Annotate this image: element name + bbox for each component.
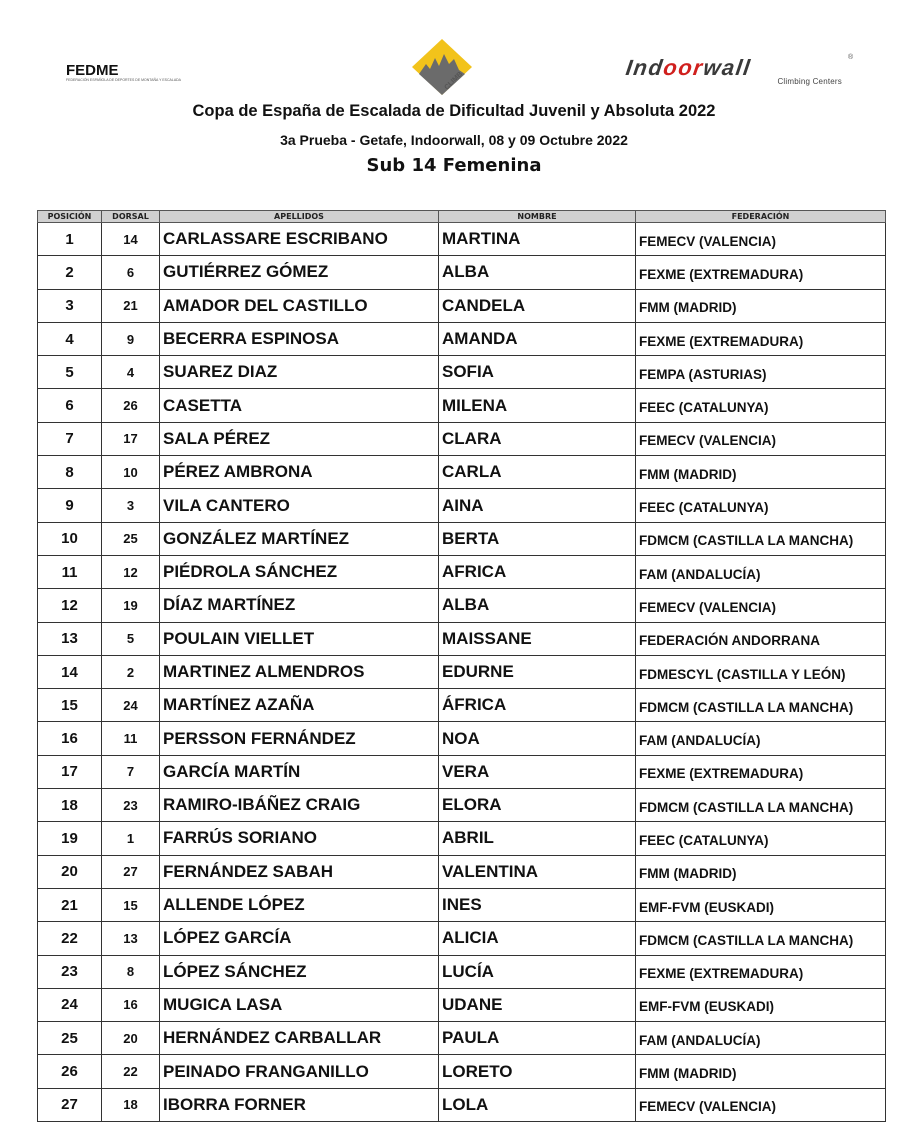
climb-logo-text: CLIMB bbox=[443, 70, 465, 92]
cell-dorsal: 13 bbox=[102, 922, 160, 955]
cell-dorsal: 8 bbox=[102, 955, 160, 988]
indoorwall-logo-subtitle: Climbing Centers bbox=[777, 77, 842, 86]
cell-posicion: 9 bbox=[38, 489, 102, 522]
cell-federacion: FEDERACIÓN ANDORRANA bbox=[636, 622, 886, 655]
fedme-logo bbox=[62, 55, 182, 89]
table-row bbox=[38, 322, 886, 355]
cell-federacion: FEMECV (VALENCIA) bbox=[636, 422, 886, 455]
column-header-federacion: FEDERACIÓN bbox=[636, 211, 886, 223]
cell-dorsal: 23 bbox=[102, 789, 160, 822]
cell-posicion: 1 bbox=[38, 223, 102, 256]
cell-federacion: FDMCM (CASTILLA LA MANCHA) bbox=[636, 922, 886, 955]
cell-dorsal: 26 bbox=[102, 389, 160, 422]
cell-posicion: 11 bbox=[38, 555, 102, 588]
table-row bbox=[38, 356, 886, 389]
cell-apellidos: ALLENDE LÓPEZ bbox=[160, 888, 439, 921]
cell-dorsal: 3 bbox=[102, 489, 160, 522]
cell-apellidos: FERNÁNDEZ SABAH bbox=[160, 855, 439, 888]
table-row bbox=[38, 689, 886, 722]
indoorwall-logo-suffix: wall bbox=[701, 55, 753, 80]
cell-posicion: 7 bbox=[38, 422, 102, 455]
cell-federacion: FMM (MADRID) bbox=[636, 456, 886, 489]
column-header-nombre: NOMBRE bbox=[439, 211, 636, 223]
results-table-body bbox=[38, 223, 886, 1122]
cell-federacion: FAM (ANDALUCÍA) bbox=[636, 1022, 886, 1055]
table-row bbox=[38, 755, 886, 788]
climb-logo-icon bbox=[411, 38, 473, 96]
cell-nombre: UDANE bbox=[439, 988, 636, 1021]
cell-nombre: MILENA bbox=[439, 389, 636, 422]
table-row bbox=[38, 223, 886, 256]
indoorwall-logo bbox=[624, 54, 856, 89]
cell-federacion: FEEC (CATALUNYA) bbox=[636, 389, 886, 422]
cell-federacion: FEMECV (VALENCIA) bbox=[636, 223, 886, 256]
cell-posicion: 21 bbox=[38, 888, 102, 921]
cell-posicion: 17 bbox=[38, 755, 102, 788]
cell-nombre: LOLA bbox=[439, 1088, 636, 1121]
cell-posicion: 24 bbox=[38, 988, 102, 1021]
cell-dorsal: 19 bbox=[102, 589, 160, 622]
cell-apellidos: CARLASSARE ESCRIBANO bbox=[160, 223, 439, 256]
table-row bbox=[38, 456, 886, 489]
indoorwall-logo-text bbox=[624, 57, 857, 79]
table-row bbox=[38, 855, 886, 888]
cell-apellidos: PIÉDROLA SÁNCHEZ bbox=[160, 555, 439, 588]
cell-apellidos: PEINADO FRANGANILLO bbox=[160, 1055, 439, 1088]
cell-apellidos: PERSSON FERNÁNDEZ bbox=[160, 722, 439, 755]
cell-nombre: AFRICA bbox=[439, 555, 636, 588]
cell-apellidos: PÉREZ AMBRONA bbox=[160, 456, 439, 489]
table-header-row bbox=[38, 211, 886, 223]
cell-federacion: FEXME (EXTREMADURA) bbox=[636, 322, 886, 355]
cell-nombre: AINA bbox=[439, 489, 636, 522]
cell-dorsal: 16 bbox=[102, 988, 160, 1021]
cell-apellidos: SALA PÉREZ bbox=[160, 422, 439, 455]
table-row bbox=[38, 489, 886, 522]
registered-mark: ® bbox=[848, 54, 854, 61]
column-header-apellidos: APELLIDOS bbox=[160, 211, 439, 223]
cell-nombre: ÁFRICA bbox=[439, 689, 636, 722]
document-subtitle: 3a Prueba - Getafe, Indoorwall, 08 y 09 Octubre 2022 bbox=[280, 132, 628, 148]
cell-nombre: VERA bbox=[439, 755, 636, 788]
cell-nombre: ABRIL bbox=[439, 822, 636, 855]
cell-nombre: PAULA bbox=[439, 1022, 636, 1055]
cell-nombre: EDURNE bbox=[439, 655, 636, 688]
cell-dorsal: 1 bbox=[102, 822, 160, 855]
cell-nombre: CARLA bbox=[439, 456, 636, 489]
cell-dorsal: 22 bbox=[102, 1055, 160, 1088]
cell-posicion: 26 bbox=[38, 1055, 102, 1088]
document-title: Copa de España de Escalada de Dificultad Juvenil y Absoluta 2022 bbox=[192, 102, 716, 120]
table-row bbox=[38, 589, 886, 622]
cell-apellidos: MARTINEZ ALMENDROS bbox=[160, 655, 439, 688]
cell-federacion: FDMCM (CASTILLA LA MANCHA) bbox=[636, 689, 886, 722]
table-row bbox=[38, 1088, 886, 1121]
cell-apellidos: DÍAZ MARTÍNEZ bbox=[160, 589, 439, 622]
cell-federacion: FMM (MADRID) bbox=[636, 289, 886, 322]
table-row bbox=[38, 522, 886, 555]
cell-dorsal: 15 bbox=[102, 888, 160, 921]
cell-dorsal: 11 bbox=[102, 722, 160, 755]
cell-apellidos: VILA CANTERO bbox=[160, 489, 439, 522]
cell-apellidos: LÓPEZ SÁNCHEZ bbox=[160, 955, 439, 988]
table-row bbox=[38, 555, 886, 588]
cell-dorsal: 14 bbox=[102, 223, 160, 256]
cell-apellidos: GARCÍA MARTÍN bbox=[160, 755, 439, 788]
cell-federacion: FDMCM (CASTILLA LA MANCHA) bbox=[636, 522, 886, 555]
cell-posicion: 5 bbox=[38, 356, 102, 389]
table-row bbox=[38, 422, 886, 455]
cell-dorsal: 24 bbox=[102, 689, 160, 722]
cell-federacion: FEMECV (VALENCIA) bbox=[636, 589, 886, 622]
cell-federacion: FEXME (EXTREMADURA) bbox=[636, 955, 886, 988]
cell-apellidos: FARRÚS SORIANO bbox=[160, 822, 439, 855]
table-row bbox=[38, 1022, 886, 1055]
fedme-logo-subtitle: FEDERACIÓN ESPAÑOLA DE DEPORTES DE MONTAÑA Y ESCALADA bbox=[66, 77, 182, 82]
cell-nombre: LUCÍA bbox=[439, 955, 636, 988]
cell-federacion: EMF-FVM (EUSKADI) bbox=[636, 988, 886, 1021]
cell-posicion: 8 bbox=[38, 456, 102, 489]
cell-apellidos: GUTIÉRREZ GÓMEZ bbox=[160, 256, 439, 289]
cell-dorsal: 18 bbox=[102, 1088, 160, 1121]
table-row bbox=[38, 256, 886, 289]
cell-nombre: MARTINA bbox=[439, 223, 636, 256]
cell-apellidos: SUAREZ DIAZ bbox=[160, 356, 439, 389]
cell-apellidos: RAMIRO-IBÁÑEZ CRAIG bbox=[160, 789, 439, 822]
table-row bbox=[38, 389, 886, 422]
cell-dorsal: 21 bbox=[102, 289, 160, 322]
cell-federacion: FEEC (CATALUNYA) bbox=[636, 822, 886, 855]
cell-posicion: 22 bbox=[38, 922, 102, 955]
cell-apellidos: IBORRA FORNER bbox=[160, 1088, 439, 1121]
cell-dorsal: 2 bbox=[102, 655, 160, 688]
cell-posicion: 25 bbox=[38, 1022, 102, 1055]
indoorwall-logo-highlight: oor bbox=[661, 55, 706, 80]
cell-posicion: 14 bbox=[38, 655, 102, 688]
cell-nombre: SOFIA bbox=[439, 356, 636, 389]
cell-nombre: MAISSANE bbox=[439, 622, 636, 655]
cell-dorsal: 5 bbox=[102, 622, 160, 655]
cell-apellidos: POULAIN VIELLET bbox=[160, 622, 439, 655]
cell-nombre: ALBA bbox=[439, 256, 636, 289]
cell-federacion: EMF-FVM (EUSKADI) bbox=[636, 888, 886, 921]
table-row bbox=[38, 888, 886, 921]
cell-nombre: CANDELA bbox=[439, 289, 636, 322]
cell-posicion: 2 bbox=[38, 256, 102, 289]
cell-federacion: FMM (MADRID) bbox=[636, 855, 886, 888]
cell-dorsal: 4 bbox=[102, 356, 160, 389]
cell-nombre: INES bbox=[439, 888, 636, 921]
cell-dorsal: 20 bbox=[102, 1022, 160, 1055]
cell-apellidos: BECERRA ESPINOSA bbox=[160, 322, 439, 355]
cell-dorsal: 7 bbox=[102, 755, 160, 788]
cell-posicion: 18 bbox=[38, 789, 102, 822]
cell-posicion: 20 bbox=[38, 855, 102, 888]
cell-dorsal: 6 bbox=[102, 256, 160, 289]
cell-federacion: FEEC (CATALUNYA) bbox=[636, 489, 886, 522]
fedme-logo-text: FEDME bbox=[66, 61, 119, 79]
cell-posicion: 13 bbox=[38, 622, 102, 655]
table-row bbox=[38, 822, 886, 855]
cell-dorsal: 12 bbox=[102, 555, 160, 588]
cell-nombre: AMANDA bbox=[439, 322, 636, 355]
cell-apellidos: HERNÁNDEZ CARBALLAR bbox=[160, 1022, 439, 1055]
cell-federacion: FAM (ANDALUCÍA) bbox=[636, 722, 886, 755]
cell-posicion: 16 bbox=[38, 722, 102, 755]
cell-dorsal: 25 bbox=[102, 522, 160, 555]
indoorwall-logo-prefix: Ind bbox=[624, 55, 666, 80]
cell-apellidos: MUGICA LASA bbox=[160, 988, 439, 1021]
cell-nombre: NOA bbox=[439, 722, 636, 755]
cell-federacion: FEXME (EXTREMADURA) bbox=[636, 256, 886, 289]
cell-posicion: 4 bbox=[38, 322, 102, 355]
cell-posicion: 6 bbox=[38, 389, 102, 422]
cell-posicion: 12 bbox=[38, 589, 102, 622]
table-row bbox=[38, 789, 886, 822]
cell-posicion: 10 bbox=[38, 522, 102, 555]
table-row bbox=[38, 655, 886, 688]
cell-federacion: FMM (MADRID) bbox=[636, 1055, 886, 1088]
cell-nombre: ELORA bbox=[439, 789, 636, 822]
column-header-dorsal: DORSAL bbox=[102, 211, 160, 223]
cell-federacion: FEXME (EXTREMADURA) bbox=[636, 755, 886, 788]
cell-nombre: ALICIA bbox=[439, 922, 636, 955]
cell-federacion: FEMPA (ASTURIAS) bbox=[636, 356, 886, 389]
cell-dorsal: 9 bbox=[102, 322, 160, 355]
cell-dorsal: 17 bbox=[102, 422, 160, 455]
cell-posicion: 19 bbox=[38, 822, 102, 855]
cell-dorsal: 10 bbox=[102, 456, 160, 489]
cell-posicion: 3 bbox=[38, 289, 102, 322]
table-row bbox=[38, 722, 886, 755]
cell-apellidos: LÓPEZ GARCÍA bbox=[160, 922, 439, 955]
cell-nombre: VALENTINA bbox=[439, 855, 636, 888]
table-row bbox=[38, 955, 886, 988]
table-row bbox=[38, 922, 886, 955]
cell-dorsal: 27 bbox=[102, 855, 160, 888]
table-row bbox=[38, 289, 886, 322]
cell-nombre: ALBA bbox=[439, 589, 636, 622]
table-row bbox=[38, 1055, 886, 1088]
cell-nombre: LORETO bbox=[439, 1055, 636, 1088]
category-title: Sub 14 Femenina bbox=[366, 155, 542, 176]
cell-posicion: 23 bbox=[38, 955, 102, 988]
cell-posicion: 27 bbox=[38, 1088, 102, 1121]
table-row bbox=[38, 622, 886, 655]
cell-posicion: 15 bbox=[38, 689, 102, 722]
cell-nombre: BERTA bbox=[439, 522, 636, 555]
cell-federacion: FAM (ANDALUCÍA) bbox=[636, 555, 886, 588]
column-header-posicion: POSICIÓN bbox=[38, 211, 102, 223]
cell-apellidos: AMADOR DEL CASTILLO bbox=[160, 289, 439, 322]
cell-federacion: FDMCM (CASTILLA LA MANCHA) bbox=[636, 789, 886, 822]
cell-federacion: FDMESCYL (CASTILLA Y LEÓN) bbox=[636, 655, 886, 688]
table-row bbox=[38, 988, 886, 1021]
cell-apellidos: CASETTA bbox=[160, 389, 439, 422]
results-table bbox=[37, 210, 886, 1122]
cell-nombre: CLARA bbox=[439, 422, 636, 455]
cell-federacion: FEMECV (VALENCIA) bbox=[636, 1088, 886, 1121]
cell-apellidos: GONZÁLEZ MARTÍNEZ bbox=[160, 522, 439, 555]
cell-apellidos: MARTÍNEZ AZAÑA bbox=[160, 689, 439, 722]
